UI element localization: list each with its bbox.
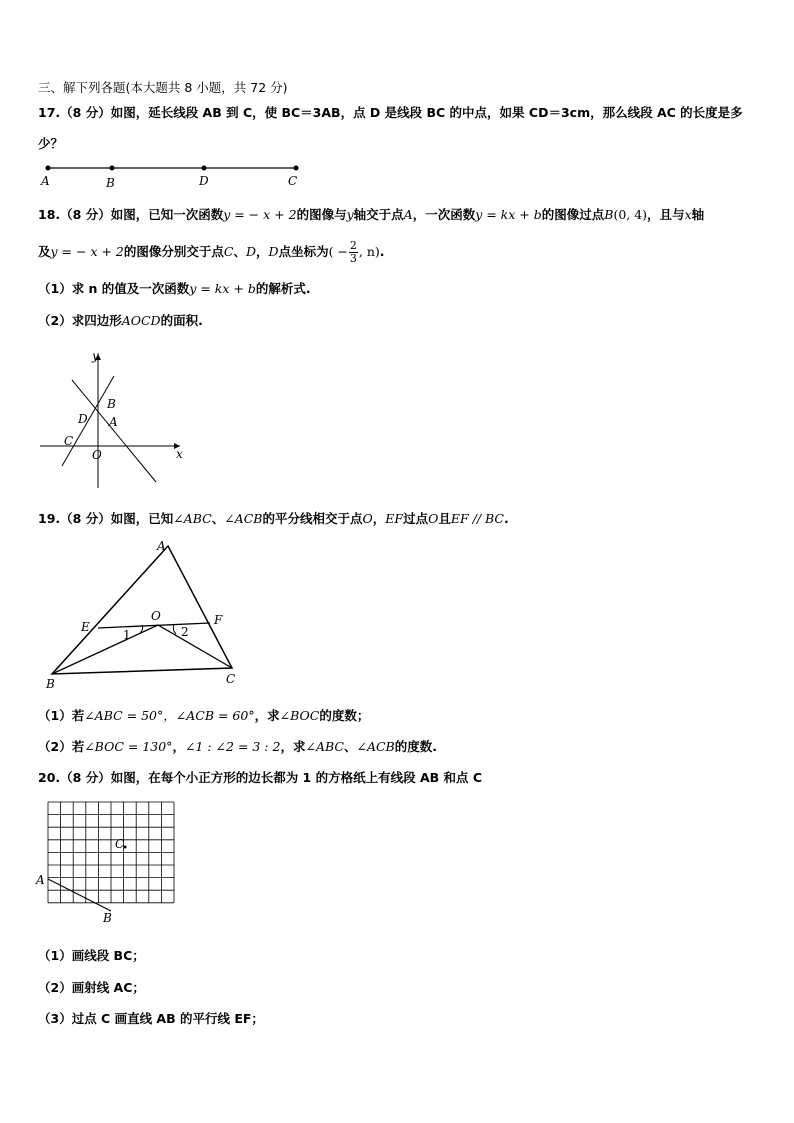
q18-fraction [349, 240, 358, 265]
q17-label-b: B [106, 176, 115, 190]
q20-part3: （3）过点 C 画直线 AB 的平行线 EF； [38, 1011, 264, 1026]
q18-l1-B: B [604, 207, 614, 222]
q18-l2-f: . [379, 244, 385, 259]
q18-l1-g: 轴 [691, 207, 705, 222]
q18-l2-D: D [245, 244, 257, 259]
q19-l-m4: EF [385, 511, 404, 526]
q19-p1-m2: ∠BOC [279, 708, 320, 723]
q18-l1-a: 18.（8 分）如图，已知一次函数 [38, 207, 224, 222]
q18-axis-y: y [92, 349, 99, 363]
q19-p2-m3: ∠ABC [305, 739, 344, 754]
section-heading: 三、解下列各题(本大题共 8 小题，共 72 分) [38, 80, 288, 95]
q19-part1 [38, 708, 369, 724]
q20-point-c: C [115, 837, 125, 851]
q19-p2-c: ，求 [280, 739, 306, 754]
q20-part2: （2）画射线 AC； [38, 980, 145, 995]
q19-p1-a: （1）若 [38, 708, 85, 723]
q20-grid-lines [48, 802, 174, 903]
q18-l1-x: x [684, 207, 692, 222]
q18-l1-f: ，且与 [647, 207, 685, 222]
q20-part1: （1）画线段 BC； [38, 948, 145, 963]
q18-graph-figure [38, 348, 198, 493]
q18-line1 [38, 207, 704, 223]
q20-point-a: A [36, 873, 45, 887]
q20-point-b: B [103, 911, 112, 925]
q18-p1-b: 的解析式. [255, 281, 311, 296]
q18-l2-a: 及 [38, 244, 51, 259]
q18-l1-A: A [403, 207, 413, 222]
q18-l2-open: ( − [328, 244, 348, 259]
q17-label-a: A [41, 174, 50, 188]
q19-part2 [38, 739, 437, 755]
q18-frac-num: 2 [349, 239, 357, 252]
q19-l-b: 、 [211, 511, 225, 526]
q19-l-a: 19.（8 分）如图，已知 [38, 511, 174, 526]
q18-l1-bcoord: (0, 4) [613, 207, 648, 222]
q18-point-a: A [109, 415, 118, 429]
q18-l2-b: 的图像分别交于点 [123, 244, 224, 259]
q18-l2-eq: y = − x + 2 [50, 244, 124, 259]
q19-point-f: F [214, 613, 223, 627]
q19-angle-2: 2 [181, 625, 189, 639]
q19-p1-m: ∠ABC = 50°，∠ACB = 60° [84, 708, 255, 723]
q19-point-c: C [226, 672, 236, 686]
q19-p1-c: 的度数； [319, 708, 370, 723]
q17-label-c: C [288, 174, 298, 188]
q17-text-line2: 少？ [38, 136, 64, 151]
q18-part2 [38, 313, 203, 329]
q18-l2-D2: D [268, 244, 279, 259]
q19-l-d: ， [372, 511, 386, 526]
q20-grid-figure [36, 798, 186, 928]
q18-l2-close: , n) [358, 244, 380, 259]
q19-p1-b: ，求 [254, 708, 280, 723]
q19-p2-m: ∠BOC = 130° [84, 739, 173, 754]
q18-l2-d: ， [256, 244, 269, 259]
q19-point-o: O [151, 609, 161, 623]
q19-l-m6: EF // BC [450, 511, 504, 526]
q18-l2-c: 、 [233, 244, 246, 259]
q19-p2-b: ， [172, 739, 185, 754]
q18-p2-a: （2）求四边形 [38, 313, 122, 328]
q19-p2-m4: ∠ACB [356, 739, 395, 754]
q19-l-g: . [504, 511, 509, 526]
q18-frac-den: 3 [349, 252, 357, 265]
q18-point-d: D [78, 412, 88, 426]
q19-p2-e: 的度数. [394, 739, 437, 754]
q19-line1 [38, 511, 509, 527]
q19-l-m2: ∠ACB [224, 511, 263, 526]
q19-point-a: A [157, 539, 166, 553]
q18-p2-shape: AOCD [121, 313, 161, 328]
q18-l1-y: y [346, 207, 354, 222]
q20-text: 20.（8 分）如图，在每个小正方形的边长都为 1 的方格纸上有线段 AB 和点 C [38, 770, 483, 785]
q18-l1-e: 的图像过点 [541, 207, 605, 222]
q18-line2 [38, 240, 385, 265]
q19-point-e: E [81, 620, 90, 634]
q19-p2-d: 、 [343, 739, 357, 754]
q18-l1-c: 轴交于点 [353, 207, 404, 222]
q17-segment-figure [38, 158, 308, 190]
q18-l1-eq2: y = kx + b [475, 207, 542, 222]
q18-point-c: C [64, 434, 74, 448]
q19-point-b: B [46, 677, 55, 691]
q19-triangle-figure [40, 536, 250, 692]
q18-l2-e: 点坐标为 [278, 244, 329, 259]
q18-part1 [38, 281, 311, 297]
q19-l-m1: ∠ABC [173, 511, 212, 526]
q18-l1-d: ，一次函数 [412, 207, 476, 222]
q18-p1-a: （1）求 n 的值及一次函数 [38, 281, 190, 296]
q18-point-b: B [107, 397, 116, 411]
q19-p2-m2: ∠1 : ∠2 = 3 : 2 [184, 739, 281, 754]
q18-l1-b: 的图像与 [296, 207, 347, 222]
q18-l1-eq1: y = − x + 2 [223, 207, 297, 222]
q19-l-m3: O [362, 511, 373, 526]
q18-axis-x: x [176, 447, 183, 461]
q19-angle-1: 1 [123, 628, 131, 642]
q17-label-d: D [199, 174, 209, 188]
q19-l-m5: O [428, 511, 439, 526]
q17-text-line1: 17.（8 分）如图，延长线段 AB 到 C，使 BC＝3AB，点 D 是线段 BC 的中点，如果 CD＝3cm，那么线段 AC 的长度是多 [38, 105, 743, 120]
q18-l2-C: C [223, 244, 234, 259]
q18-point-o: O [92, 448, 102, 462]
q19-l-f: 且 [438, 511, 451, 526]
q19-p2-a: （2）若 [38, 739, 85, 754]
q18-p2-b: 的面积. [160, 313, 203, 328]
q19-l-c: 的平分线相交于点 [262, 511, 363, 526]
q18-p1-eq: y = kx + b [189, 281, 256, 296]
q19-l-e: 过点 [403, 511, 429, 526]
